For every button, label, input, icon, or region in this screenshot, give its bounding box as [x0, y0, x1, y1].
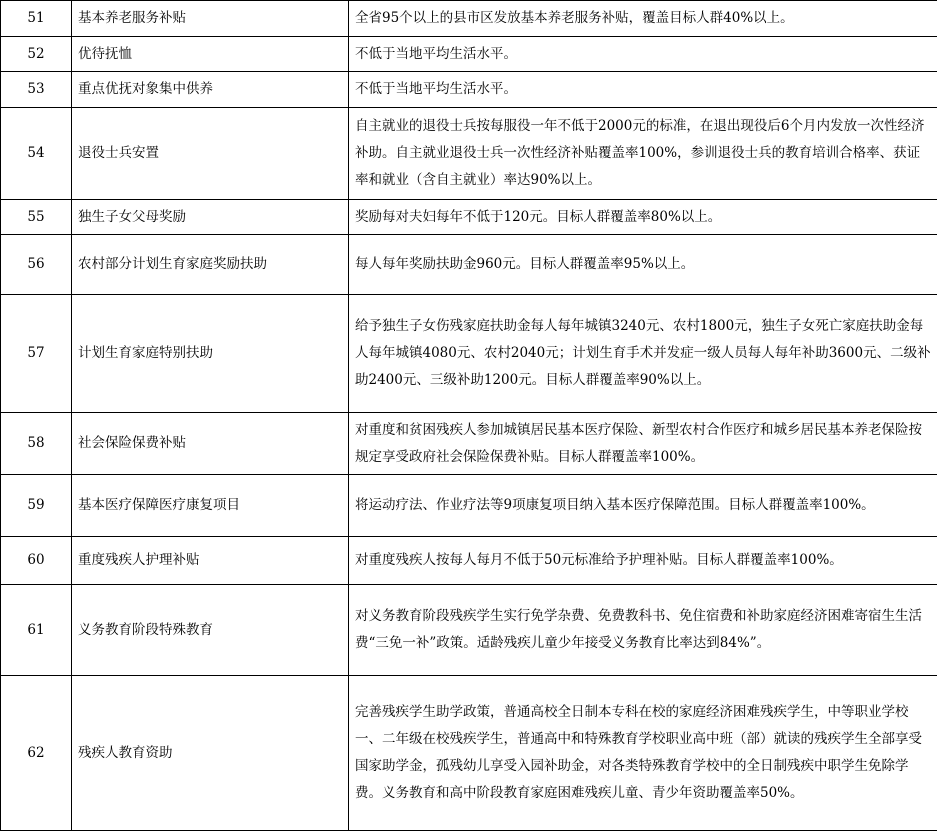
row-number: 61	[1, 585, 72, 676]
row-item: 残疾人教育资助	[72, 676, 349, 831]
row-description: 自主就业的退役士兵按每服役一年不低于2000元的标准，在退出现役后6个月内发放一次性经济补助。自主就业退役士兵一次性经济补贴覆盖率100%，参训退役士兵的教育培训合格率、获证率和就业（含自主就业）率达90%以上。	[349, 108, 937, 200]
row-number: 51	[1, 1, 72, 37]
table-row	[1, 537, 937, 585]
row-number: 58	[1, 413, 72, 475]
row-description: 对义务教育阶段残疾学生实行免学杂费、免费教科书、免住宿费和补助家庭经济困难寄宿生生活费“三免一补”政策。适龄残疾儿童少年接受义务教育比率达到84%”。	[349, 585, 937, 676]
table-row	[1, 37, 937, 72]
row-number: 54	[1, 108, 72, 200]
table-row	[1, 413, 937, 475]
row-description: 对重度和贫困残疾人参加城镇居民基本医疗保险、新型农村合作医疗和城乡居民基本养老保险按规定享受政府社会保险保费补贴。目标人群覆盖率100%。	[349, 413, 937, 475]
row-number: 53	[1, 72, 72, 108]
row-description: 将运动疗法、作业疗法等9项康复项目纳入基本医疗保障范围。目标人群覆盖率100%。	[349, 475, 937, 537]
row-description: 对重度残疾人按每人每月不低于50元标准给予护理补贴。目标人群覆盖率100%。	[349, 537, 937, 585]
row-item: 社会保险保费补贴	[72, 413, 349, 475]
row-number: 52	[1, 37, 72, 72]
row-description: 奖励每对夫妇每年不低于120元。目标人群覆盖率80%以上。	[349, 200, 937, 235]
row-item: 重度残疾人护理补贴	[72, 537, 349, 585]
row-number: 55	[1, 200, 72, 235]
row-item: 义务教育阶段特殊教育	[72, 585, 349, 676]
row-description: 全省95个以上的县市区发放基本养老服务补贴，覆盖目标人群40%以上。	[349, 1, 937, 37]
table-row	[1, 295, 937, 413]
row-description: 不低于当地平均生活水平。	[349, 37, 937, 72]
table-row	[1, 200, 937, 235]
row-number: 59	[1, 475, 72, 537]
table-row	[1, 676, 937, 831]
table-row	[1, 475, 937, 537]
row-item: 优待抚恤	[72, 37, 349, 72]
row-description: 完善残疾学生助学政策，普通高校全日制本专科在校的家庭经济困难残疾学生，中等职业学校一、二年级在校残疾学生，普通高中和特殊教育学校职业高中班（部）就读的残疾学生全部享受国家助学金，孤残幼儿享受入园补助金，对各类特殊教育学校中的全日制残疾中职学生免除学费。义务教育和高中阶段教育家庭困难残疾儿童、青少年资助覆盖率50%。	[349, 676, 937, 831]
row-number: 60	[1, 537, 72, 585]
row-item: 农村部分计划生育家庭奖励扶助	[72, 235, 349, 295]
row-item: 基本养老服务补贴	[72, 1, 349, 37]
row-item: 计划生育家庭特别扶助	[72, 295, 349, 413]
table-row	[1, 585, 937, 676]
table-row	[1, 235, 937, 295]
table-row	[1, 1, 937, 37]
table-row	[1, 72, 937, 108]
row-description: 每人每年奖励扶助金960元。目标人群覆盖率95%以上。	[349, 235, 937, 295]
row-number: 56	[1, 235, 72, 295]
row-item: 退役士兵安置	[72, 108, 349, 200]
table-row	[1, 108, 937, 200]
row-number: 57	[1, 295, 72, 413]
row-description: 给予独生子女伤残家庭扶助金每人每年城镇3240元、农村1800元，独生子女死亡家庭扶助金每人每年城镇4080元、农村2040元；计划生育手术并发症一级人员每人每年补助3600元、二级补助2400元、三级补助1200元。目标人群覆盖率90%以上。	[349, 295, 937, 413]
row-item: 重点优抚对象集中供养	[72, 72, 349, 108]
row-item: 独生子女父母奖励	[72, 200, 349, 235]
row-number: 62	[1, 676, 72, 831]
row-item: 基本医疗保障医疗康复项目	[72, 475, 349, 537]
row-description: 不低于当地平均生活水平。	[349, 72, 937, 108]
